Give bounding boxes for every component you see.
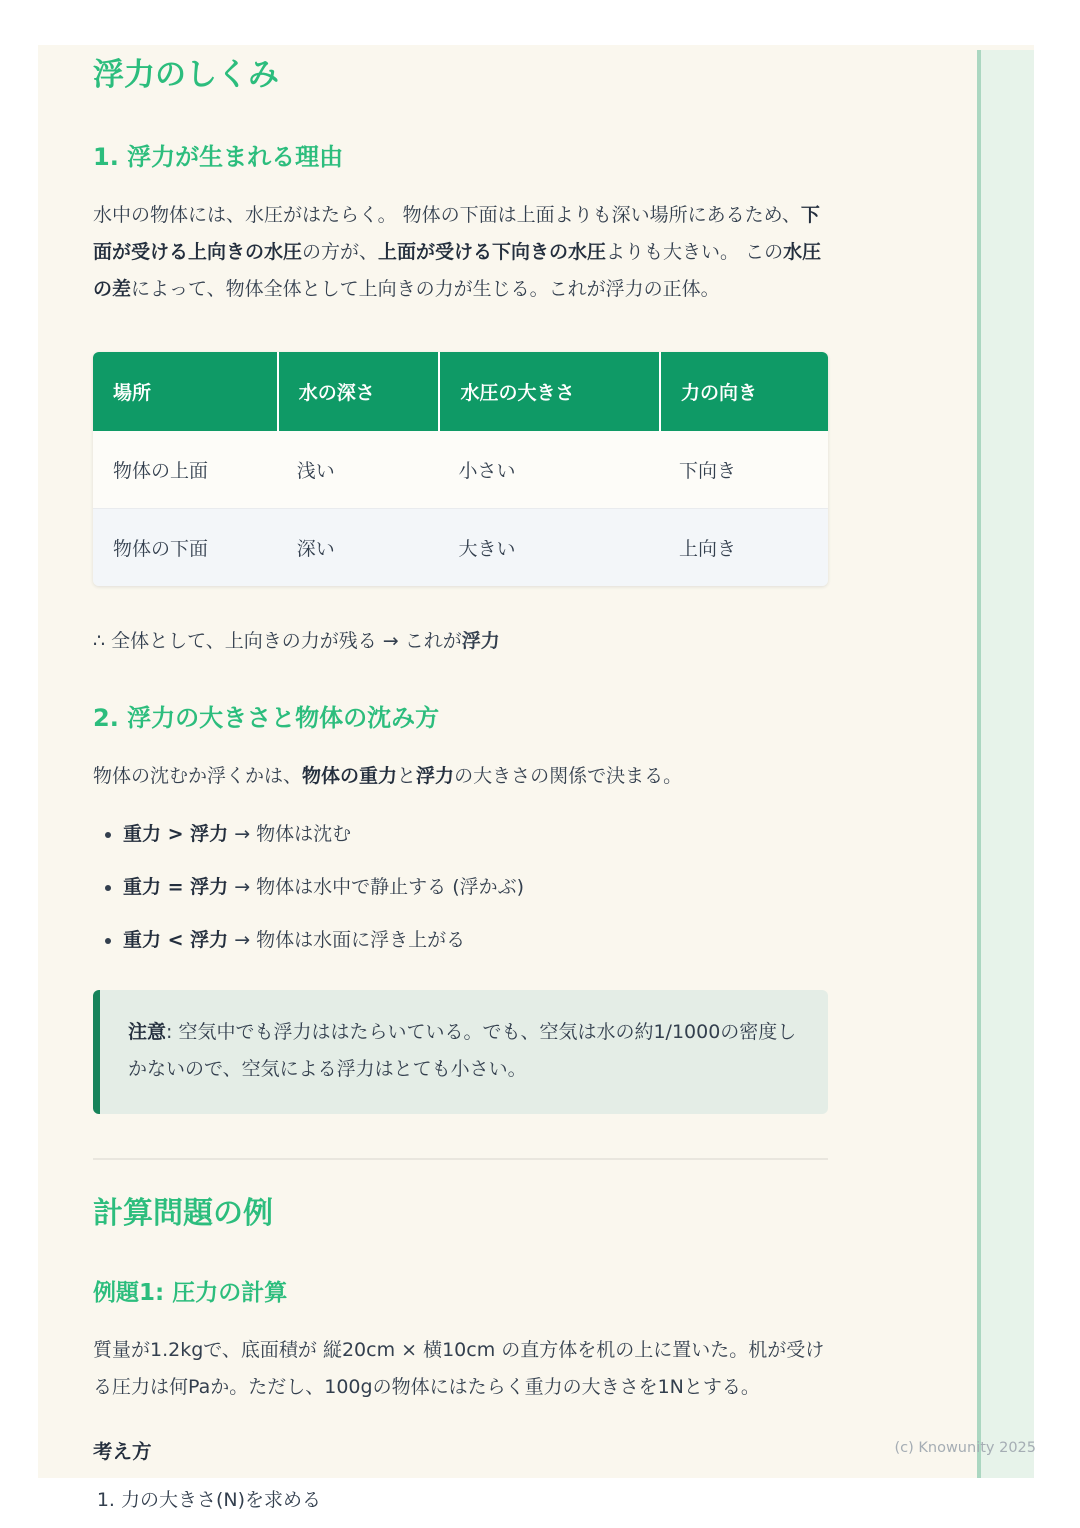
approach-label: 考え方 — [93, 1440, 152, 1463]
col-header-pressure: 水圧の大きさ — [438, 352, 659, 431]
cell-direction: 上向き — [659, 508, 828, 586]
table-row — [93, 431, 828, 508]
cell-place: 物体の下面 — [93, 508, 277, 586]
section1-heading: 1. 浮力が生まれる理由 — [93, 143, 344, 171]
document-content — [93, 45, 828, 1514]
cell-pressure: 小さい — [438, 431, 659, 508]
solution-step: 1. 力の大きさ(N)を求める — [121, 1486, 828, 1514]
section1-paragraph: 水中の物体には、水圧がはたらく。 物体の下面は上面よりも深い場所にあるため、下面が受ける上向きの水圧の方が、上面が受ける下向きの水圧よりも大きい。 この水圧の差によって、物体全体として上向きの力が生じる。これが浮力の正体。 — [93, 204, 822, 300]
calc-section-title: 計算問題の例 — [93, 1196, 273, 1231]
table-row — [93, 508, 828, 586]
list-item-sink: • 重力 > 浮力 → 物体は沈む — [123, 820, 828, 848]
cell-depth: 浅い — [277, 431, 439, 508]
example1-heading: 例題1: 圧力の計算 — [93, 1280, 288, 1306]
section-divider — [93, 1158, 828, 1160]
section2-heading: 2. 浮力の大きさと物体の沈み方 — [93, 704, 440, 732]
section2-intro: 物体の沈むか浮くかは、物体の重力と浮力の大きさの関係で決まる。 — [93, 765, 683, 787]
buoyancy-rule-list — [93, 820, 828, 954]
col-header-place: 場所 — [93, 352, 277, 431]
note-text: 注意: 空気中でも浮力ははたらいている。でも、空気は水の約1/1000の密度しかないので、空気による浮力はとても小さい。 — [128, 1021, 797, 1080]
cell-pressure: 大きい — [438, 508, 659, 586]
cell-direction: 下向き — [659, 431, 828, 508]
cell-place: 物体の上面 — [93, 431, 277, 508]
right-accent-strip — [977, 50, 1034, 1478]
col-header-depth: 水の深さ — [277, 352, 439, 431]
table-header-row — [93, 352, 828, 431]
cell-depth: 深い — [277, 508, 439, 586]
note-callout — [93, 990, 828, 1114]
page-title: 浮力のしくみ — [93, 57, 279, 93]
list-item-float-mid: • 重力 = 浮力 → 物体は水中で静止する (浮かぶ) — [123, 873, 828, 901]
list-item-rise: • 重力 < 浮力 → 物体は水面に浮き上がる — [123, 926, 828, 954]
water-pressure-table — [93, 352, 828, 586]
document-page — [38, 45, 1034, 1511]
solution-step-list — [93, 1486, 828, 1514]
conclusion-line: ∴ 全体として、上向きの力が残る → これが浮力 — [93, 630, 500, 652]
copyright-watermark: (c) Knowunity 2025 — [894, 1440, 1036, 1456]
col-header-direction: 力の向き — [659, 352, 828, 431]
example1-problem: 質量が1.2kgで、底面積が 縦20cm × 横10cm の直方体を机の上に置いた。机が受ける圧力は何Paか。ただし、100gの物体にはたらく重力の大きさを1Nとする。 — [93, 1339, 825, 1398]
